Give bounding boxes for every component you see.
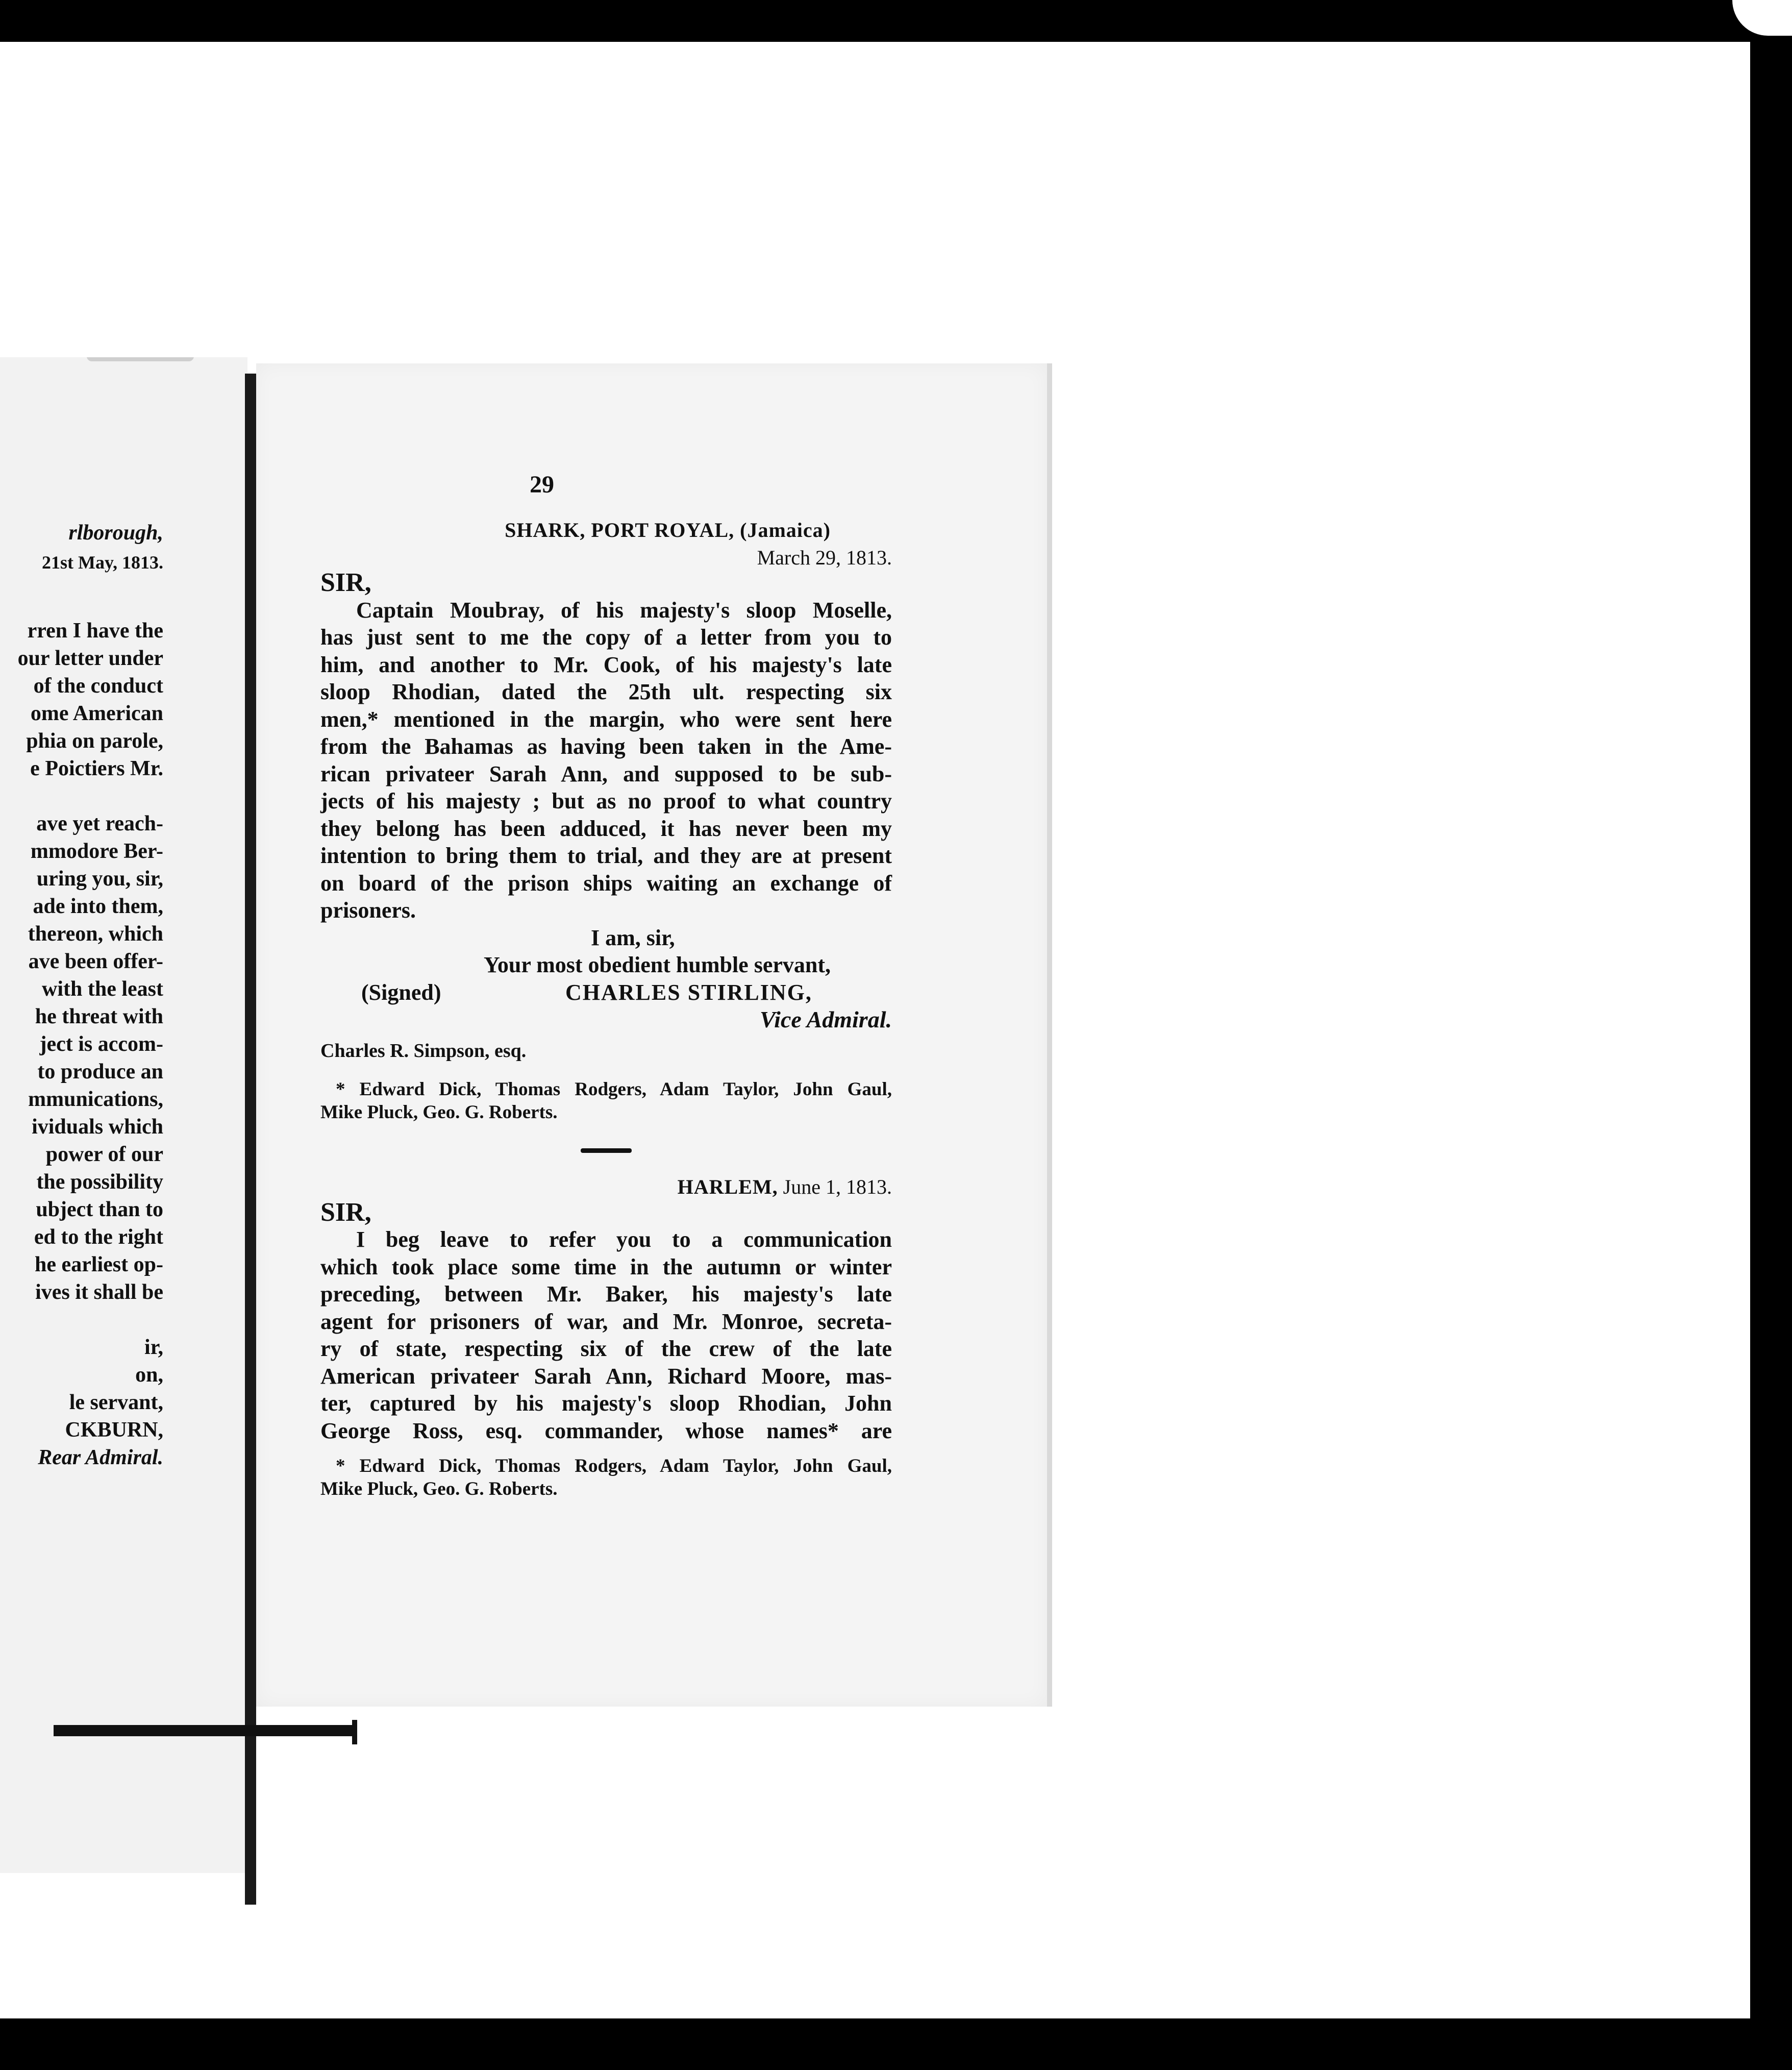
document-page [256, 363, 1047, 1707]
scan-border-right [1750, 0, 1792, 2070]
footnote-line: Mike Pluck, Geo. G. Roberts. [320, 1102, 558, 1123]
facing-page-line: phia on parole, [26, 729, 163, 753]
body-line: from the Bahamas as having been taken in the Ame- [320, 734, 892, 759]
letter-date: June 1, 1813. [783, 1175, 892, 1198]
facing-page [0, 357, 247, 1873]
body-line: sloop Rhodian, dated the 25th ult. respecting six [320, 679, 892, 704]
body-line: agent for prisoners of war, and Mr. Monroe, secreta- [320, 1309, 892, 1334]
body-line: I beg leave to refer you to a communication [356, 1227, 892, 1252]
facing-page-line: ave yet reach- [36, 812, 163, 835]
facing-page-line: he threat with [35, 1005, 163, 1028]
body-line: on board of the prison ships waiting an exchange of [320, 870, 892, 896]
letter-place: HARLEM, [677, 1175, 778, 1198]
facing-page-line: power of our [45, 1143, 163, 1166]
facing-page-line: ject is accom- [39, 1032, 163, 1056]
footnote-line: * Edward Dick, Thomas Rodgers, Adam Taylor, John Gaul, [336, 1456, 892, 1476]
book-spine [245, 374, 256, 1905]
facing-page-line: our letter under [17, 647, 163, 670]
body-line: him, and another to Mr. Cook, of his majesty's late [320, 652, 892, 677]
facing-page-line: ividuals which [32, 1115, 163, 1139]
closing-salutation: I am, sir, [591, 925, 675, 950]
letter-body [320, 597, 892, 924]
body-line: American privateer Sarah Ann, Richard Moore, mas- [320, 1363, 892, 1389]
footnote-line: * Edward Dick, Thomas Rodgers, Adam Taylor, John Gaul, [336, 1079, 892, 1100]
salutation: SIR, [320, 568, 371, 597]
page-number: 29 [530, 471, 554, 498]
scan-border-top [0, 0, 1792, 42]
signatory-rank: Vice Admiral. [760, 1006, 892, 1032]
footnote [320, 1078, 892, 1124]
letter-heading [320, 516, 892, 544]
closing-phrase: Your most obedient humble servant, [484, 952, 831, 977]
facing-page-line: ed to the right [34, 1225, 163, 1249]
facing-page-line: ome American [30, 702, 163, 725]
facing-page-line: mmodore Ber- [30, 840, 163, 863]
footnote-line: Mike Pluck, Geo. G. Roberts. [320, 1478, 558, 1499]
facing-page-line: CKBURN, [65, 1418, 163, 1442]
binding-edge [54, 1725, 355, 1736]
binding-edge-tick [352, 1720, 357, 1744]
facing-page-line: the possibility [36, 1170, 163, 1194]
facing-page-line: he earliest op- [35, 1253, 163, 1276]
body-line: has just sent to me the copy of a letter from you to [320, 625, 892, 650]
facing-page-line: thereon, which [28, 922, 163, 946]
addressee: Charles R. Simpson, esq. [320, 1040, 527, 1062]
signature-row [320, 979, 892, 1006]
salutation: SIR, [320, 1197, 371, 1227]
facing-page-line: ave been offer- [28, 950, 163, 973]
facing-page-line: to produce an [37, 1060, 163, 1083]
body-line: ter, captured by his majesty's sloop Rhodian, John [320, 1391, 892, 1416]
body-line: they belong has been adduced, it has never been my [320, 816, 892, 841]
facing-page-line: uring you, sir, [36, 867, 163, 891]
facing-page-line: le servant, [69, 1391, 163, 1414]
letter-place: SHARK, PORT ROYAL, (Jamaica) [505, 519, 831, 541]
page-content [320, 516, 892, 1500]
letter-body [320, 1226, 892, 1444]
body-line: men,* mentioned in the margin, who were sent here [320, 706, 892, 732]
facing-page-place: rlborough, [68, 521, 163, 545]
scan-border-bottom [0, 2018, 1792, 2070]
facing-page-line: ives it shall be [35, 1280, 163, 1304]
body-line: rican privateer Sarah Ann, and supposed to be sub- [320, 761, 892, 786]
body-line: Captain Moubray, of his majesty's sloop Moselle, [356, 597, 892, 623]
body-line: intention to bring them to trial, and they are at present [320, 843, 892, 868]
body-line: prisoners. [320, 898, 416, 923]
body-line: ry of state, respecting six of the crew of the late [320, 1336, 892, 1361]
facing-page-line: on, [135, 1363, 163, 1387]
facing-page-line: e Poictiers Mr. [30, 757, 163, 780]
facing-page-line: ubject than to [36, 1198, 163, 1221]
facing-page-line: rren I have the [27, 619, 163, 643]
facing-page-line: ir, [144, 1336, 163, 1359]
footnote [320, 1455, 892, 1500]
ink-smudge [87, 357, 194, 361]
facing-page-line: with the least [42, 977, 163, 1001]
facing-page-line: of the conduct [33, 674, 163, 698]
letter-heading [320, 1173, 892, 1201]
body-line: jects of his majesty ; but as no proof to what country [320, 788, 892, 814]
signature: CHARLES STIRLING, [565, 979, 812, 1005]
facing-page-date: 21st May, 1813. [42, 552, 163, 573]
facing-page-line: mmunications, [28, 1088, 163, 1111]
facing-page-line: Rear Admiral. [38, 1446, 163, 1469]
section-divider [581, 1148, 632, 1153]
facing-page-line: ade into them, [33, 895, 163, 918]
body-line: preceding, between Mr. Baker, his majesty's late [320, 1282, 892, 1307]
body-line: George Ross, esq. commander, whose names* are [320, 1418, 892, 1443]
body-line: which took place some time in the autumn or winter [320, 1254, 892, 1279]
page-edge-shadow [1047, 363, 1052, 1707]
letter-date: March 29, 1813. [757, 546, 892, 569]
signed-label: (Signed) [361, 979, 441, 1005]
